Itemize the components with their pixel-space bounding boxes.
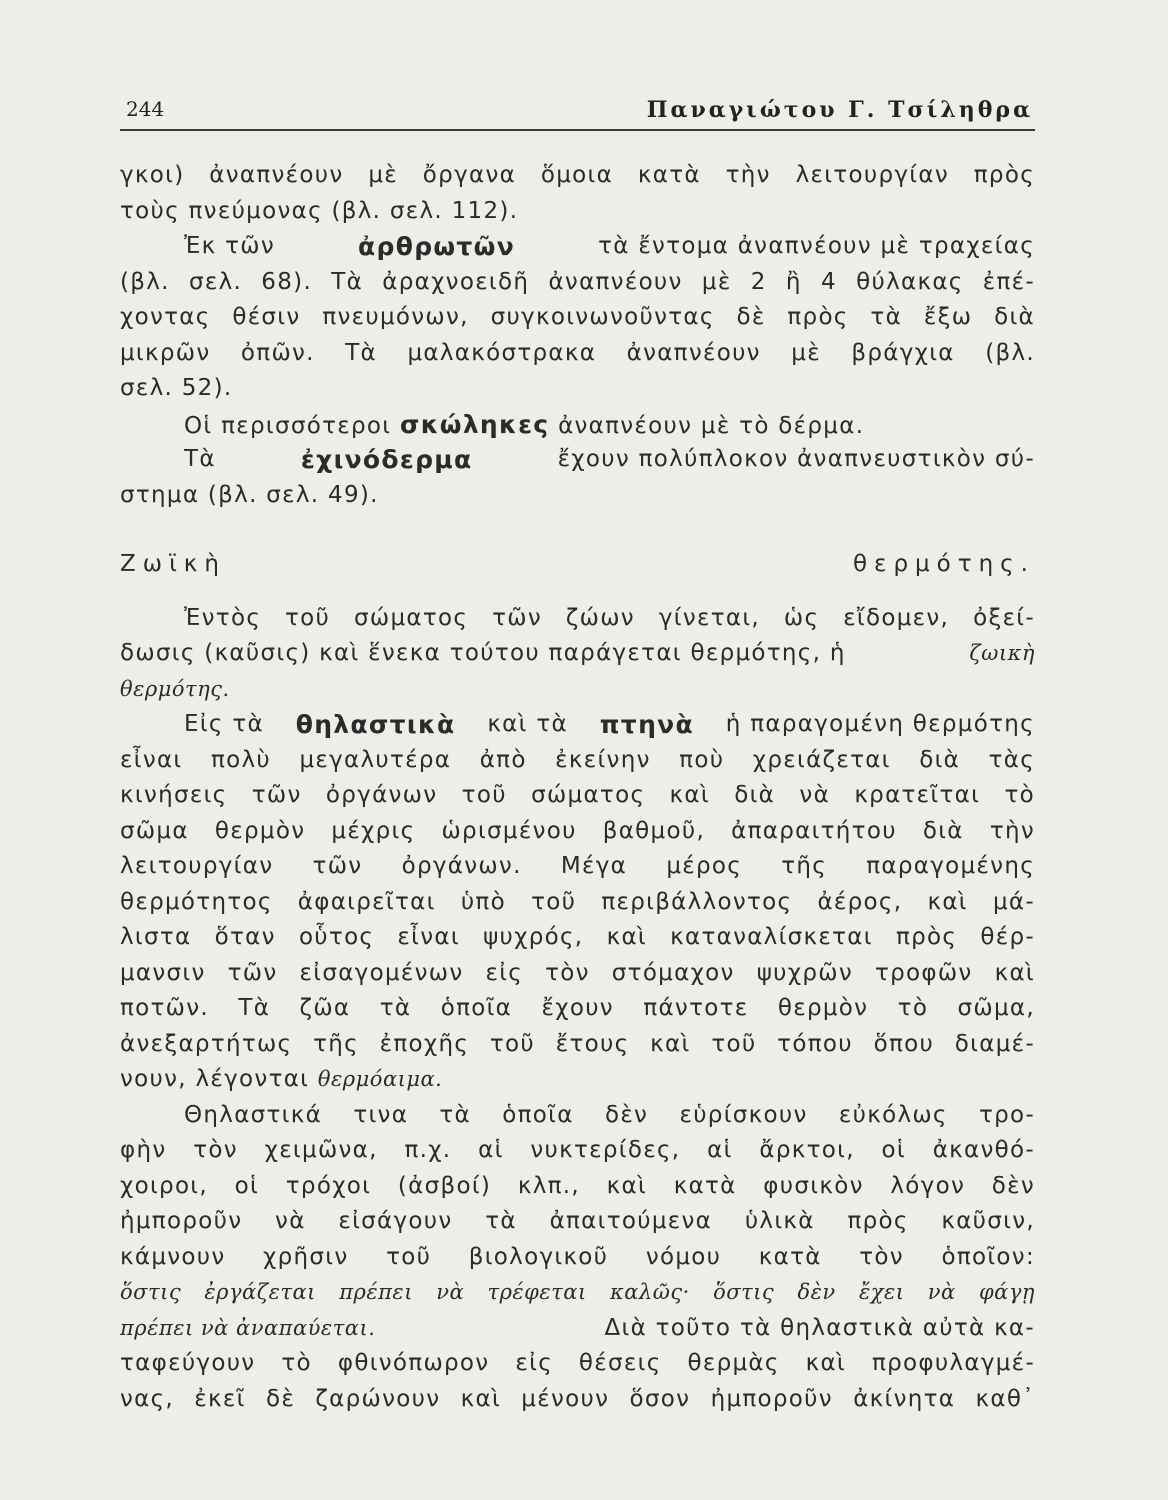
text-line: κινήσεις τῶν ὀργάνων τοῦ σώματος καὶ διὰ νὰ κρατεῖται τὸ: [120, 782, 1035, 808]
text-line: ἀνεξαρτήτως τῆς ἐποχῆς τοῦ ἔτους καὶ τοῦ τόπου ὅπου διαμέ-: [120, 1030, 1035, 1057]
spacer: [120, 513, 1035, 547]
text-run: ἀναπνέουν μὲ τὸ δέρμα.: [558, 412, 865, 439]
spacer: [120, 583, 1035, 601]
text-run: Τὰ: [184, 446, 216, 472]
text-line: (βλ. σελ. 68). Τὰ ἀραχνοειδῆ ἀναπνέουν μὲ 2 ἢ 4 θύλακας ἐπέ-: [120, 268, 1035, 295]
text-line: λιστα ὅταν οὗτος εἶναι ψυχρός, καὶ καταναλίσκεται πρὸς θέρ-: [120, 924, 1035, 950]
text-line: εἶναι πολὺ μεγαλυτέρα ἀπὸ ἐκείνην ποὺ χρειάζεται διὰ τὰς: [120, 746, 1035, 773]
bold-term: πτηνὰ: [599, 710, 694, 739]
text-line: ποτῶν. Τὰ ζῶα τὰ ὁποῖα ἔχουν πάντοτε θερμὸν τὸ σῶμα,: [120, 995, 1035, 1021]
text-line: [120, 442, 1035, 478]
bold-term: σκώληκες: [399, 409, 550, 439]
text-run: Διὰ τοῦτο τὰ θηλαστικὰ αὐτὰ κα-: [604, 1314, 1035, 1341]
text-line: ταφεύγουν τὸ φθινόπωρον εἰς θέσεις θερμὰς καὶ προφυλαγμέ-: [120, 1350, 1035, 1376]
bold-term: ἀρθρωτῶν: [358, 232, 516, 261]
italic-term: πρέπει νὰ ἀναπαύεται.: [120, 1315, 376, 1340]
body-text: [120, 158, 1035, 1417]
bold-term: θηλαστικὰ: [295, 710, 456, 739]
text-line: λειτουργίαν τῶν ὀργάνων. Μέγα μέρος τῆς παραγομένης: [120, 853, 1035, 879]
text-line: στημα (βλ. σελ. 49).: [120, 481, 379, 508]
italic-term: θερμόαιμα.: [317, 1067, 443, 1091]
text-line: [120, 229, 1035, 265]
text-line: Θηλαστικά τινα τὰ ὁποῖα δὲν εὑρίσκουν εὐκόλως τρο-: [184, 1101, 1035, 1128]
text-line: θερμότητος ἀφαιρεῖται ὑπὸ τοῦ περιβάλλοντος ἀέρος, καὶ μά-: [120, 888, 1035, 915]
text-line: Ἐντὸς τοῦ σώματος τῶν ζώων γίνεται, ὡς εἴδομεν, ὀξεί-: [184, 604, 1035, 631]
text-run: καὶ τὰ: [487, 711, 568, 737]
text-line: [120, 636, 1035, 672]
section-heading: Ζωϊκὴ θερμότης.: [120, 551, 1035, 577]
text-line: [120, 407, 1035, 443]
text-line: μανσιν τῶν εἰσαγομένων εἰς τὸν στόμαχον ψυχρῶν τροφῶν καὶ: [120, 959, 1035, 986]
text-line: χοιροι, οἱ τρόχοι (ἀσβοί) κλπ., καὶ κατὰ φυσικὸν λόγον δὲν: [120, 1172, 1035, 1199]
page-number: 244: [126, 97, 165, 121]
text-line: ὅστις ἐργάζεται πρέπει νὰ τρέφεται καλῶς· ὅστις δὲν ἔχει νὰ φάγῃ: [120, 1280, 1035, 1304]
bold-term: ἐχινόδερμα: [300, 445, 473, 474]
text-line: [120, 1311, 1035, 1347]
text-line: [120, 672, 1035, 708]
text-line: γκοι) ἀναπνέουν μὲ ὄργανα ὅμοια κατὰ τὴν λειτουργίαν πρὸς: [120, 162, 1035, 188]
text-line: νας, ἐκεῖ δὲ ζαρώνουν καὶ μένουν ὅσον ἠμποροῦν ἀκίνητα καθ᾽: [120, 1385, 1035, 1412]
text-run: Ἐκ τῶν: [184, 233, 275, 259]
text-line: τοὺς πνεύμονας (βλ. σελ. 112).: [120, 197, 519, 224]
text-run: ἔχουν πολύπλοκον ἀναπνευστικὸν σύ-: [557, 446, 1035, 472]
running-head: Παναγιώτου Γ. Τσίληθρα: [646, 97, 1033, 123]
text-line: σελ. 52).: [120, 375, 233, 401]
text-run: ἡ παραγομένη θερμότης: [725, 711, 1035, 737]
text-run: Οἱ περισσότεροι: [184, 412, 392, 439]
italic-term: θερμότης.: [120, 676, 230, 701]
text-run: τὰ ἔντομα ἀναπνέουν μὲ τραχείας: [598, 233, 1035, 259]
text-run: νουν, λέγονται: [120, 1066, 310, 1092]
text-line: ἠμποροῦν νὰ εἰσάγουν τὰ ἀπαιτούμενα ὑλικὰ πρὸς καῦσιν,: [120, 1208, 1035, 1234]
text-line: χοντας θέσιν πνευμόνων, συγκοινωνοῦντας δὲ πρὸς τὰ ἔξω διὰ: [120, 304, 1035, 330]
text-line: κάμνουν χρῆσιν τοῦ βιολογικοῦ νόμου κατὰ τὸν ὁποῖον:: [120, 1243, 1035, 1270]
text-line: [120, 707, 1035, 743]
text-line: φὴν τὸν χειμῶνα, π.χ. αἱ νυκτερίδες, αἱ ἄρκτοι, οἱ ἀκανθό-: [120, 1137, 1035, 1163]
text-run: δωσις (καῦσις) καὶ ἕνεκα τούτου παράγεται θερμότης, ἡ: [120, 640, 846, 666]
text-line: μικρῶν ὀπῶν. Τὰ μαλακόστρακα ἀναπνέουν μὲ βράγχια (βλ.: [120, 339, 1035, 366]
text-line: σῶμα θερμὸν μέχρις ὡρισμένου βαθμοῦ, ἀπαραιτήτου διὰ τὴν: [120, 817, 1035, 844]
italic-term: ζωικὴ: [969, 641, 1035, 665]
text-line: [120, 1062, 1035, 1098]
text-run: Εἰς τὰ: [184, 711, 264, 737]
page-header: [120, 95, 1035, 131]
